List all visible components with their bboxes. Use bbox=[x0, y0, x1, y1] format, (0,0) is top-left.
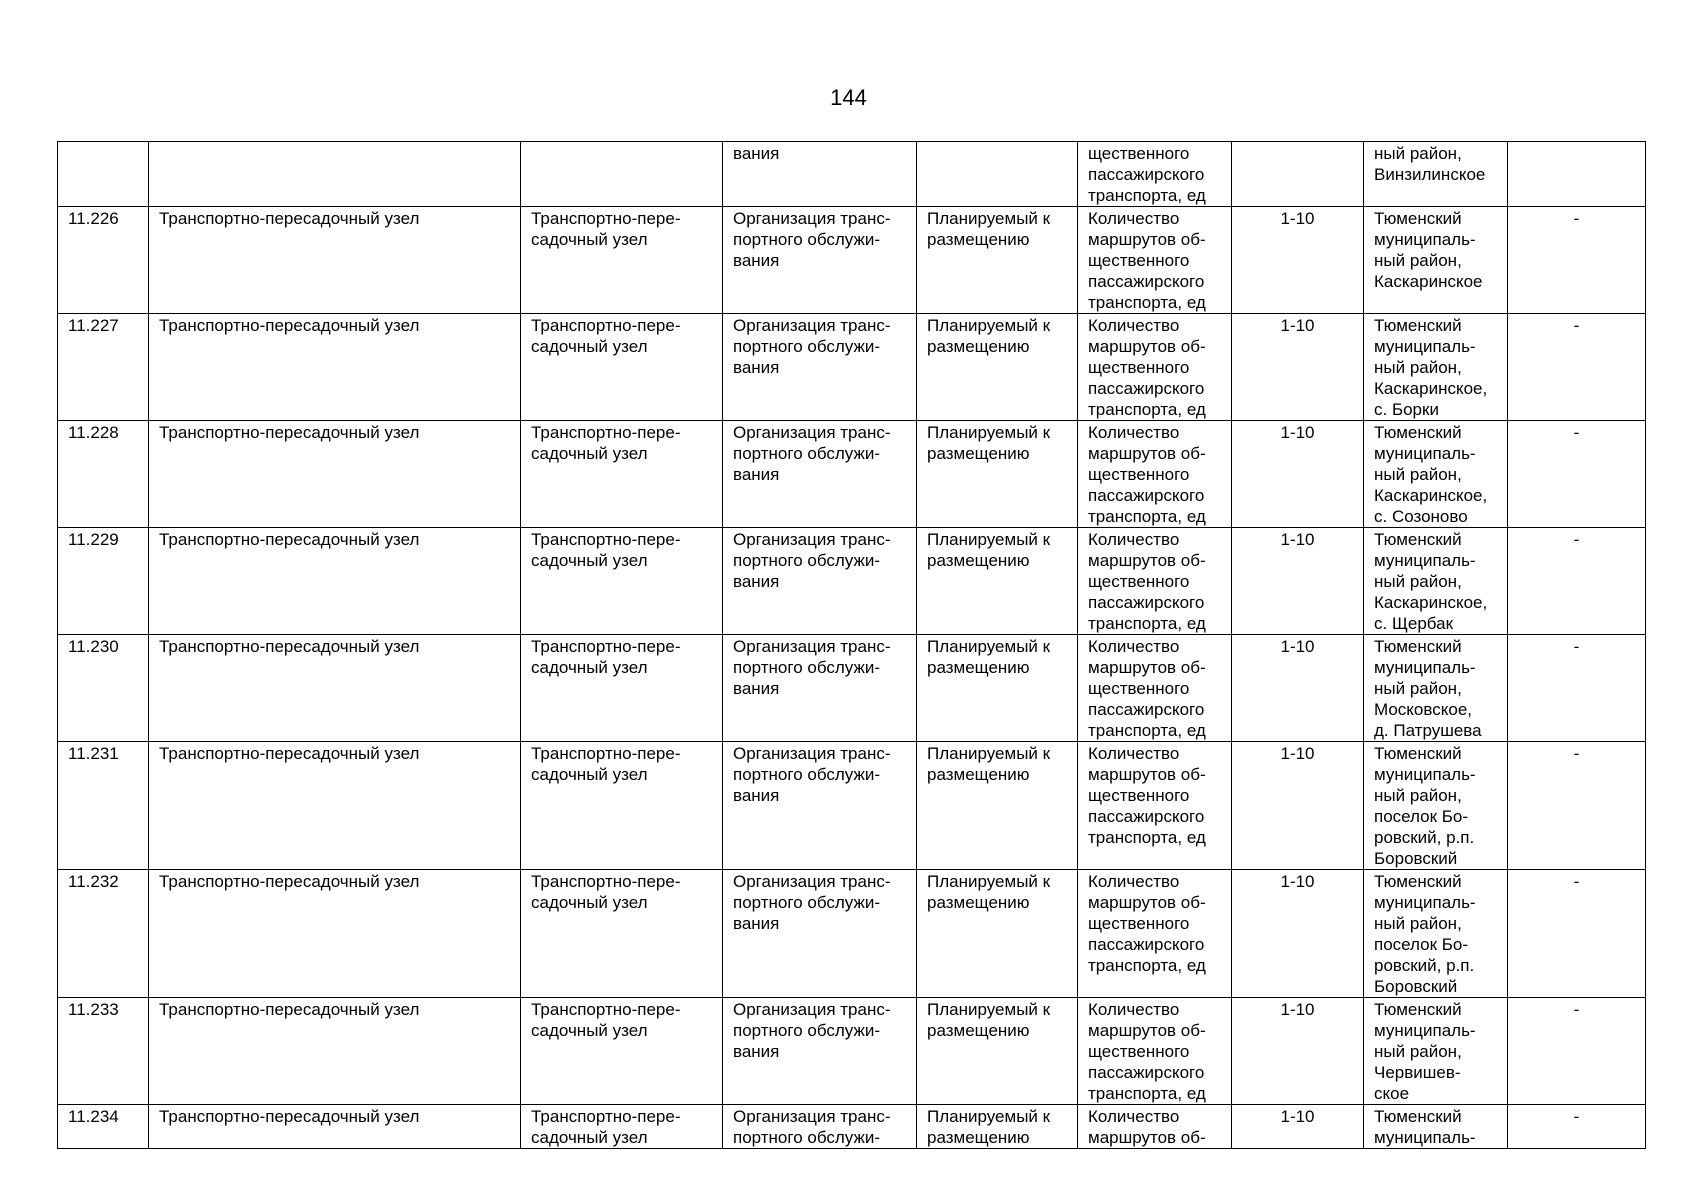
table-row bbox=[58, 142, 1646, 207]
cell-status: Планируемый к размещению bbox=[917, 998, 1078, 1105]
cell-location: Тюменский муниципаль- bbox=[1364, 1105, 1508, 1149]
cell-location: Тюменский муниципаль- ный район, Червишев- ское bbox=[1364, 998, 1508, 1105]
cell-indicator: Количество маршрутов об- щественного пассажирского транспорта, ед bbox=[1078, 421, 1232, 528]
cell-purpose: Организация транс- портного обслужи- вания bbox=[723, 870, 917, 998]
cell-indicator: Количество маршрутов об- щественного пассажирского транспорта, ед bbox=[1078, 635, 1232, 742]
cell-quantity: 1-10 bbox=[1232, 742, 1364, 870]
cell-number: 11.231 bbox=[58, 742, 149, 870]
cell-note: - bbox=[1508, 528, 1646, 635]
table-row bbox=[58, 528, 1646, 635]
cell-purpose: Организация транс- портного обслужи- вания bbox=[723, 635, 917, 742]
cell-quantity: 1-10 bbox=[1232, 421, 1364, 528]
cell-purpose: Организация транс- портного обслужи- вания bbox=[723, 742, 917, 870]
cell-object-name: Транспортно-пересадочный узел bbox=[149, 207, 521, 314]
cell-status: Планируемый к размещению bbox=[917, 314, 1078, 421]
cell-note: - bbox=[1508, 314, 1646, 421]
cell-indicator: Количество маршрутов об- щественного пассажирского транспорта, ед bbox=[1078, 870, 1232, 998]
cell-indicator: Количество маршрутов об- щественного пассажирского транспорта, ед bbox=[1078, 528, 1232, 635]
data-table bbox=[57, 141, 1646, 1149]
cell-quantity: 1-10 bbox=[1232, 1105, 1364, 1149]
table-row bbox=[58, 635, 1646, 742]
table-row bbox=[58, 742, 1646, 870]
cell-object-name: Транспортно-пересадочный узел bbox=[149, 998, 521, 1105]
cell-number: 11.227 bbox=[58, 314, 149, 421]
cell-note bbox=[1508, 142, 1646, 207]
cell-status: Планируемый к размещению bbox=[917, 635, 1078, 742]
table-row bbox=[58, 998, 1646, 1105]
cell-location: ный район, Винзилинское bbox=[1364, 142, 1508, 207]
table-row bbox=[58, 870, 1646, 998]
cell-purpose: вания bbox=[723, 142, 917, 207]
page-number: 144 bbox=[830, 85, 867, 110]
cell-number bbox=[58, 142, 149, 207]
cell-object-type: Транспортно-пере- садочный узел bbox=[521, 998, 723, 1105]
cell-purpose: Организация транс- портного обслужи- вания bbox=[723, 528, 917, 635]
cell-object-type: Транспортно-пере- садочный узел bbox=[521, 635, 723, 742]
cell-object-name: Транспортно-пересадочный узел bbox=[149, 1105, 521, 1149]
cell-location: Тюменский муниципаль- ный район, Московское, д. Патрушева bbox=[1364, 635, 1508, 742]
cell-object-type: Транспортно-пере- садочный узел bbox=[521, 207, 723, 314]
cell-location: Тюменский муниципаль- ный район, поселок Бо- ровский, р.п. Боровский bbox=[1364, 742, 1508, 870]
cell-note: - bbox=[1508, 1105, 1646, 1149]
cell-status bbox=[917, 142, 1078, 207]
cell-object-type: Транспортно-пере- садочный узел bbox=[521, 421, 723, 528]
cell-number: 11.228 bbox=[58, 421, 149, 528]
table-row bbox=[58, 207, 1646, 314]
cell-location: Тюменский муниципаль- ный район, Каскаринское, с. Щербак bbox=[1364, 528, 1508, 635]
cell-quantity bbox=[1232, 142, 1364, 207]
cell-status: Планируемый к размещению bbox=[917, 421, 1078, 528]
cell-number: 11.234 bbox=[58, 1105, 149, 1149]
cell-note: - bbox=[1508, 998, 1646, 1105]
cell-status: Планируемый к размещению bbox=[917, 870, 1078, 998]
cell-quantity: 1-10 bbox=[1232, 314, 1364, 421]
cell-number: 11.230 bbox=[58, 635, 149, 742]
cell-location: Тюменский муниципаль- ный район, поселок Бо- ровский, р.п. Боровский bbox=[1364, 870, 1508, 998]
cell-note: - bbox=[1508, 421, 1646, 528]
cell-object-name bbox=[149, 142, 521, 207]
cell-object-name: Транспортно-пересадочный узел bbox=[149, 314, 521, 421]
cell-quantity: 1-10 bbox=[1232, 998, 1364, 1105]
cell-indicator: Количество маршрутов об- щественного пассажирского транспорта, ед bbox=[1078, 742, 1232, 870]
table-row bbox=[58, 1105, 1646, 1149]
cell-indicator: Количество маршрутов об- щественного пассажирского транспорта, ед bbox=[1078, 998, 1232, 1105]
cell-object-type: Транспортно-пере- садочный узел bbox=[521, 870, 723, 998]
cell-object-type: Транспортно-пере- садочный узел bbox=[521, 742, 723, 870]
cell-object-type: Транспортно-пере- садочный узел bbox=[521, 1105, 723, 1149]
table-body bbox=[58, 142, 1646, 1149]
cell-note: - bbox=[1508, 742, 1646, 870]
cell-number: 11.226 bbox=[58, 207, 149, 314]
cell-object-type: Транспортно-пере- садочный узел bbox=[521, 528, 723, 635]
cell-status: Планируемый к размещению bbox=[917, 207, 1078, 314]
cell-object-name: Транспортно-пересадочный узел bbox=[149, 528, 521, 635]
table-row bbox=[58, 314, 1646, 421]
cell-number: 11.229 bbox=[58, 528, 149, 635]
cell-location: Тюменский муниципаль- ный район, Каскаринское bbox=[1364, 207, 1508, 314]
cell-indicator: Количество маршрутов об- bbox=[1078, 1105, 1232, 1149]
cell-indicator: щественного пассажирского транспорта, ед bbox=[1078, 142, 1232, 207]
cell-object-name: Транспортно-пересадочный узел bbox=[149, 870, 521, 998]
cell-quantity: 1-10 bbox=[1232, 207, 1364, 314]
cell-object-type bbox=[521, 142, 723, 207]
cell-status: Планируемый к размещению bbox=[917, 742, 1078, 870]
cell-object-type: Транспортно-пере- садочный узел bbox=[521, 314, 723, 421]
cell-purpose: Организация транс- портного обслужи- bbox=[723, 1105, 917, 1149]
cell-object-name: Транспортно-пересадочный узел bbox=[149, 742, 521, 870]
cell-object-name: Транспортно-пересадочный узел bbox=[149, 635, 521, 742]
cell-status: Планируемый к размещению bbox=[917, 528, 1078, 635]
cell-location: Тюменский муниципаль- ный район, Каскаринское, с. Борки bbox=[1364, 314, 1508, 421]
cell-number: 11.233 bbox=[58, 998, 149, 1105]
cell-quantity: 1-10 bbox=[1232, 870, 1364, 998]
cell-quantity: 1-10 bbox=[1232, 528, 1364, 635]
cell-quantity: 1-10 bbox=[1232, 635, 1364, 742]
cell-status: Планируемый к размещению bbox=[917, 1105, 1078, 1149]
cell-indicator: Количество маршрутов об- щественного пассажирского транспорта, ед bbox=[1078, 314, 1232, 421]
table-row bbox=[58, 421, 1646, 528]
cell-location: Тюменский муниципаль- ный район, Каскаринское, с. Созоново bbox=[1364, 421, 1508, 528]
cell-note: - bbox=[1508, 207, 1646, 314]
cell-purpose: Организация транс- портного обслужи- вания bbox=[723, 998, 917, 1105]
cell-number: 11.232 bbox=[58, 870, 149, 998]
cell-purpose: Организация транс- портного обслужи- вания bbox=[723, 421, 917, 528]
cell-purpose: Организация транс- портного обслужи- вания bbox=[723, 314, 917, 421]
cell-note: - bbox=[1508, 870, 1646, 998]
cell-object-name: Транспортно-пересадочный узел bbox=[149, 421, 521, 528]
cell-indicator: Количество маршрутов об- щественного пассажирского транспорта, ед bbox=[1078, 207, 1232, 314]
cell-purpose: Организация транс- портного обслужи- вания bbox=[723, 207, 917, 314]
cell-note: - bbox=[1508, 635, 1646, 742]
